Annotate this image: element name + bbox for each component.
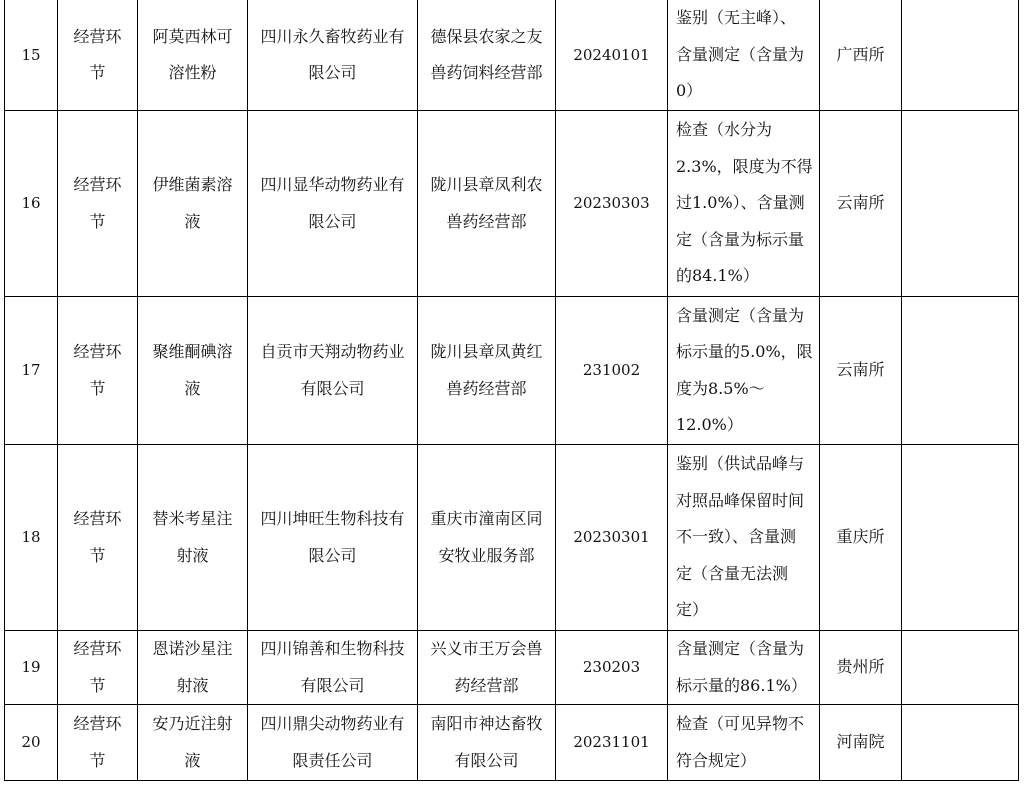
testing-institute-cell: 河南院: [820, 705, 902, 781]
sampling-stage-cell: [58, 111, 138, 297]
sampled-unit-line: 德保县农家之友: [430, 26, 543, 46]
table-body: [5, 0, 1019, 781]
failed-item-line: 标示量的86.1%）: [676, 675, 807, 695]
failed-item-line: 的84.1%）: [676, 266, 759, 286]
failed-item-line: 含量测定（含量为: [676, 639, 805, 658]
product-name-line: 聚维酮碘溶: [152, 342, 233, 361]
product-name-line: 安乃近注射: [152, 714, 233, 733]
sampling-stage-line: 经营环: [73, 714, 122, 733]
manufacturer-cell: [248, 297, 418, 445]
sampled-unit-cell: [418, 297, 556, 445]
sampling-stage-line: 节: [89, 63, 106, 82]
sampled-unit-cell: [418, 631, 556, 705]
sampling-stage-cell: [58, 705, 138, 781]
product-name-cell: [138, 111, 248, 297]
manufacturer-line: 限公司: [308, 63, 357, 82]
table-row: [5, 297, 1019, 445]
product-name-cell: [138, 445, 248, 631]
serial-number-cell: 19: [5, 631, 58, 705]
table-row: [5, 0, 1019, 111]
product-name-cell: [138, 705, 248, 781]
failed-item-line: 12.0%）: [676, 415, 743, 434]
sampling-stage-cell: [58, 445, 138, 631]
failed-item-line: 含量测定（含量为: [676, 305, 805, 325]
serial-number-cell: 20: [5, 705, 58, 781]
failed-item-line: 过1.0%）、含量测: [676, 193, 805, 213]
sampled-unit-line: 兴义市王万会兽: [430, 639, 543, 658]
manufacturer-line: 四川永久畜牧药业有: [260, 26, 405, 46]
failed-item-line: 对照品峰保留时间: [676, 490, 805, 510]
manufacturer-cell: [248, 111, 418, 297]
failed-item-line: 度为8.5%～: [676, 378, 765, 398]
sampled-unit-line: 药经营部: [454, 675, 519, 695]
sampled-unit-line: 南阳市神达畜牧: [430, 714, 543, 733]
batch-number-cell: 20231101: [556, 705, 668, 781]
sampled-unit-line: 有限公司: [454, 750, 519, 770]
failed-item-line: 符合规定）: [676, 750, 757, 770]
sampling-stage-cell: [58, 631, 138, 705]
sampled-unit-cell: [418, 111, 556, 297]
product-name-line: 阿莫西林可: [152, 26, 233, 46]
sampling-stage-line: 节: [89, 211, 106, 231]
product-name-line: 液: [184, 378, 201, 398]
manufacturer-line: 四川锦善和生物科技: [260, 639, 405, 658]
sampling-stage-line: 经营环: [73, 175, 122, 194]
serial-number-cell: 17: [5, 297, 58, 445]
product-name-line: 伊维菌素溶: [152, 175, 233, 194]
testing-institute-cell: 云南所: [820, 297, 902, 445]
product-name-line: 射液: [176, 675, 209, 695]
sampling-results-table: [4, 0, 1019, 781]
failed-item-cell: [668, 297, 820, 445]
failed-item-cell: [668, 111, 820, 297]
sampled-unit-line: 兽药饲料经营部: [430, 63, 543, 82]
manufacturer-cell: [248, 631, 418, 705]
manufacturer-cell: [248, 0, 418, 111]
table-row: [5, 631, 1019, 705]
product-name-line: 射液: [176, 545, 209, 565]
sampling-stage-line: 节: [89, 675, 106, 695]
remarks-cell: [902, 445, 1019, 631]
failed-item-cell: [668, 705, 820, 781]
serial-number-cell: 18: [5, 445, 58, 631]
manufacturer-cell: [248, 445, 418, 631]
failed-item-line: 鉴别（无主峰）、: [676, 8, 797, 28]
testing-institute-cell: 贵州所: [820, 631, 902, 705]
manufacturer-line: 四川鼎尖动物药业有: [260, 714, 405, 733]
sampled-unit-cell: [418, 0, 556, 111]
product-name-cell: [138, 0, 248, 111]
sampling-stage-line: 经营环: [73, 509, 122, 528]
product-name-line: 液: [184, 211, 201, 231]
serial-number-cell: 16: [5, 111, 58, 297]
sampling-stage-line: 经营环: [73, 342, 122, 361]
sampling-stage-line: 节: [89, 750, 106, 770]
failed-item-line: 定（含量为标示量: [676, 229, 805, 249]
sampled-unit-line: 安牧业服务部: [438, 545, 535, 565]
testing-institute-cell: 云南所: [820, 111, 902, 297]
failed-item-line: 不一致）、含量测: [676, 527, 797, 547]
sampling-stage-line: 节: [89, 378, 106, 398]
serial-number-cell: 15: [5, 0, 58, 111]
failed-item-line: 2.3%，限度为不得: [676, 156, 813, 176]
sampling-stage-line: 经营环: [73, 26, 122, 46]
remarks-cell: [902, 111, 1019, 297]
failed-item-line: 标示量的5.0%，限: [676, 342, 813, 361]
remarks-cell: [902, 297, 1019, 445]
manufacturer-line: 限公司: [308, 211, 357, 231]
manufacturer-cell: [248, 705, 418, 781]
manufacturer-line: 限公司: [308, 545, 357, 565]
sampling-stage-line: 节: [89, 545, 106, 565]
sampled-unit-cell: [418, 705, 556, 781]
remarks-cell: [902, 0, 1019, 111]
failed-item-line: 0）: [676, 81, 703, 101]
failed-item-cell: [668, 631, 820, 705]
manufacturer-line: 四川显华动物药业有: [260, 175, 405, 194]
batch-number-cell: 20240101: [556, 0, 668, 111]
product-name-line: 恩诺沙星注: [152, 639, 233, 658]
product-name-line: 替米考星注: [152, 509, 233, 528]
failed-item-line: 检查（水分为: [676, 120, 773, 140]
remarks-cell: [902, 705, 1019, 781]
manufacturer-line: 有限公司: [300, 378, 365, 398]
testing-institute-cell: 广西所: [820, 0, 902, 111]
sampled-unit-line: 重庆市潼南区同: [430, 509, 543, 528]
failed-item-line: 定）: [676, 600, 709, 620]
failed-item-line: 检查（可见异物不: [676, 714, 805, 733]
sampled-unit-line: 兽药经营部: [446, 211, 527, 231]
sampled-unit-line: 陇川县章凤利农: [430, 175, 543, 194]
manufacturer-line: 自贡市天翔动物药业: [260, 342, 405, 361]
manufacturer-line: 限责任公司: [292, 750, 373, 770]
table-row: [5, 445, 1019, 631]
failed-item-line: 鉴别（供试品峰与: [676, 454, 805, 474]
remarks-cell: [902, 631, 1019, 705]
product-name-line: 溶性粉: [168, 63, 217, 82]
failed-item-line: 定（含量无法测: [676, 563, 789, 583]
product-name-cell: [138, 297, 248, 445]
batch-number-cell: 20230303: [556, 111, 668, 297]
sampling-stage-cell: [58, 0, 138, 111]
product-name-cell: [138, 631, 248, 705]
sampling-stage-line: 经营环: [73, 639, 122, 658]
sampled-unit-line: 兽药经营部: [446, 378, 527, 398]
batch-number-cell: 230203: [556, 631, 668, 705]
failed-item-line: 含量测定（含量为: [676, 44, 805, 64]
table-row: [5, 705, 1019, 781]
sampled-unit-cell: [418, 445, 556, 631]
sampling-stage-cell: [58, 297, 138, 445]
sampled-unit-line: 陇川县章凤黄红: [430, 342, 543, 361]
failed-item-cell: [668, 0, 820, 111]
testing-institute-cell: 重庆所: [820, 445, 902, 631]
manufacturer-line: 四川坤旺生物科技有: [260, 509, 405, 528]
product-name-line: 液: [184, 750, 201, 770]
table-row: [5, 111, 1019, 297]
manufacturer-line: 有限公司: [300, 675, 365, 695]
batch-number-cell: 20230301: [556, 445, 668, 631]
failed-item-cell: [668, 445, 820, 631]
batch-number-cell: 231002: [556, 297, 668, 445]
